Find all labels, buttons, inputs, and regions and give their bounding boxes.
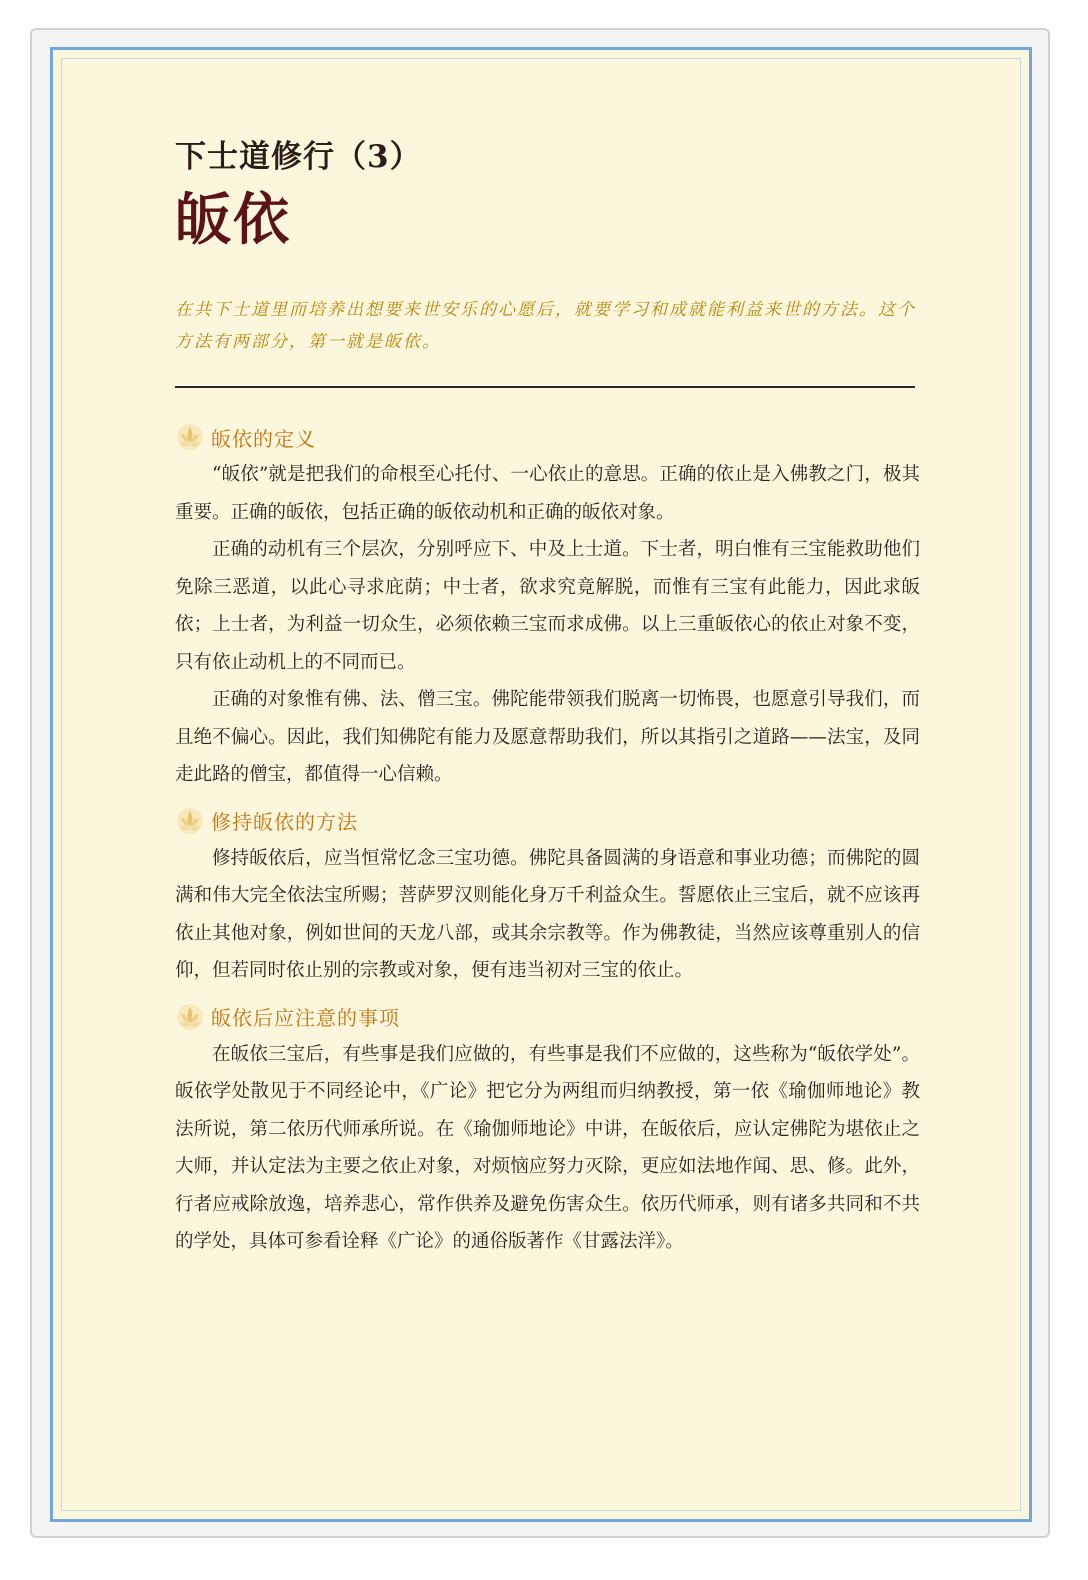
- intro-paragraph: 在共下士道里而培养出想要来世安乐的心愿后，就要学习和成就能利益来世的方法。这个方法有两部分，第一就是皈依。: [175, 300, 916, 352]
- section-header: [175, 418, 920, 456]
- lotus-icon: [175, 806, 205, 836]
- paragraph: “皈依”就是把我们的命根至心托付、一心依止的意思。正确的依止是入佛教之门，极其重要。正确的皈依，包括正确的皈依动机和正确的皈依对象。: [175, 464, 920, 523]
- paragraph: 在皈依三宝后，有些事是我们应做的，有些事是我们不应做的，这些称为“皈依学处”。皈依学处散见于不同经论中，《广论》把它分为两组而归纳教授，第一依《瑜伽师地论》教法所说，第二依历代师承所说。在《瑜伽师地论》中讲，在皈依后，应认定佛陀为堪依止之大师，并认定法为主要之依止对象，对烦恼应努力灭除，更应如法地作闻、思、修。此外，行者应戒除放逸，培养悲心，常作供养及避免伤害众生。依历代师承，则有诸多共同和不共的学处，具体可参看诠释《广论》的通俗版著作《甘露法洋》。: [175, 1043, 920, 1252]
- paragraph: 正确的动机有三个层次，分别呼应下、中及上士道。下士者，明白惟有三宝能救助他们免除三恶道，以此心寻求庇荫；中士者，欲求究竟解脱，而惟有三宝有此能力，因此求皈依；上士者，为利益一切众生，必须依赖三宝而求成佛。以上三重皈依心的依止对象不变，只有依止动机上的不同而已。: [175, 539, 920, 673]
- section-precautions: [175, 998, 920, 1261]
- page-content: [175, 130, 920, 1261]
- section-header: [175, 998, 920, 1036]
- section-title: 修持皈依的方法: [211, 810, 358, 834]
- section-practice-method: [175, 802, 920, 990]
- page-title: 皈依: [175, 187, 291, 253]
- section-title: 皈依后应注意的事项: [211, 1006, 400, 1030]
- series-title: 下士道修行（3）: [175, 139, 422, 175]
- section-title: 皈依的定义: [211, 426, 316, 451]
- paragraph: 修持皈依后，应当恒常忆念三宝功德。佛陀具备圆满的身语意和事业功德；而佛陀的圆满和伟大完全依法宝所赐；菩萨罗汉则能化身万千利益众生。誓愿依止三宝后，就不应该再依止其他对象，例如世间的天龙八部，或其余宗教等。作为佛教徒，当然应该尊重别人的信仰，但若同时依止别的宗教或对象，便有违当初对三宝的依止。: [175, 847, 920, 981]
- divider: [175, 386, 915, 388]
- paragraph: 正确的对象惟有佛、法、僧三宝。佛陀能带领我们脱离一切怖畏，也愿意引导我们，而且绝不偏心。因此，我们知佛陀有能力及愿意帮助我们，所以其指引之道路——法宝，及同走此路的僧宝，都值得一心信赖。: [175, 689, 920, 785]
- lotus-icon: [175, 422, 205, 452]
- section-header: [175, 802, 920, 840]
- lotus-icon: [175, 1002, 205, 1032]
- section-definition: [175, 418, 920, 794]
